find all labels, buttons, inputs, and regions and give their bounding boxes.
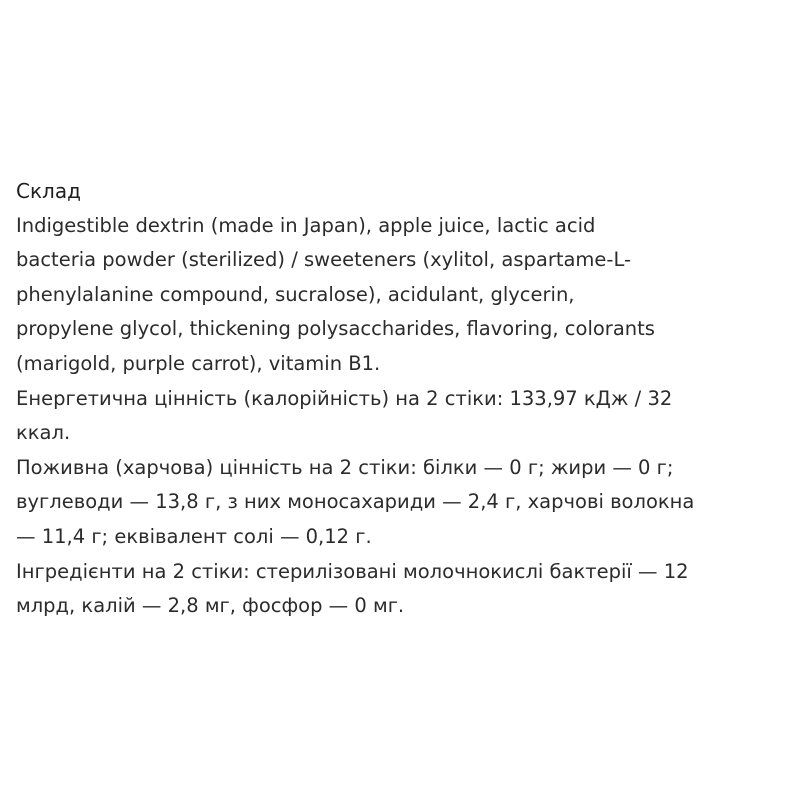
composition-line: (marigold, purple carrot), vitamin B1.	[16, 351, 381, 375]
ingredients-line: млрд, калій — 2,8 мг, фосфор — 0 мг.	[16, 594, 405, 618]
ingredients-paragraph	[16, 555, 788, 624]
composition-line: phenylalanine compound, sucralose), acidulant, glycerin,	[16, 282, 575, 306]
composition-line: propylene glycol, thickening polysaccharides, flavoring, colorants	[16, 317, 655, 341]
energy-value-paragraph	[16, 382, 788, 451]
composition-paragraph	[16, 209, 788, 382]
nutrition-value-paragraph	[16, 451, 788, 555]
composition-line: Indigestible dextrin (made in Japan), apple juice, lactic acid	[16, 213, 596, 237]
composition-line: bacteria powder (sterilized) / sweeteners (xylitol, aspartame-L-	[16, 248, 632, 272]
section-heading: Склад	[16, 179, 81, 203]
energy-line: Енергетична цінність (калорійність) на 2 стіки: 133,97 кДж / 32	[16, 386, 673, 410]
nutrition-line: — 11,4 г; еквівалент солі — 0,12 г.	[16, 524, 372, 548]
product-description	[16, 174, 788, 624]
nutrition-line: Поживна (харчова) цінність на 2 стіки: білки — 0 г; жири — 0 г;	[16, 455, 674, 479]
nutrition-line: вуглеводи — 13,8 г, з них моносахариди — 2,4 г, харчові волокна	[16, 490, 695, 514]
ingredients-line: Інгредієнти на 2 стіки: стерилізовані молочнокислі бактерії — 12	[16, 559, 689, 583]
energy-line: ккал.	[16, 421, 71, 445]
